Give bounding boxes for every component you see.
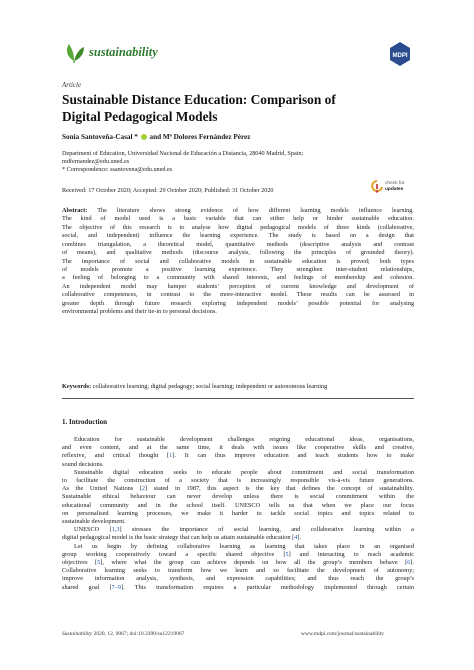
title-line: Digital Pedagogical Models: [62, 109, 218, 124]
affiliation-line: Department of Education, Universidad Nacional de Educación a Distancia, 28040 Madrid, Spain;: [62, 150, 304, 157]
abstract-line: of models promote a positive learning experience. They strengthen inter-student relationships,: [62, 265, 414, 273]
author-name[interactable]: Mª Dolores Fernández Pérez: [162, 133, 251, 141]
text-run: UNESCO [: [74, 526, 112, 534]
body-line: sound decisions.: [62, 460, 104, 468]
abstract-line: The objective of this research is to analyse how digital pedagogical models of three kinds (collaborative,: [62, 223, 414, 231]
journal-logo[interactable]: [62, 41, 158, 63]
body-line: [62, 559, 414, 567]
body-line: [62, 452, 414, 460]
text-run: shared goal [: [62, 583, 112, 591]
footer-citation: [62, 631, 184, 637]
body-line: [62, 526, 414, 534]
abstract-line: An independent model may hamper students’ perception of current knowledge and development of: [62, 282, 414, 290]
orcid-icon[interactable]: [141, 134, 147, 140]
citation-link[interactable]: 1,3: [111, 526, 120, 534]
publication-dates: Received: 17 October 2020; Accepted: 29 October 2020; Published: 31 October 2020: [62, 187, 274, 194]
citation-link[interactable]: 6: [407, 559, 411, 567]
citation-link[interactable]: 7–9: [111, 583, 122, 591]
abstract-line: [62, 207, 414, 215]
abstract-label: Abstract:: [62, 207, 88, 214]
badge-line: check for: [385, 181, 405, 186]
citation-link[interactable]: 1: [169, 452, 173, 460]
correspondence[interactable]: * Correspondence: ssantovena@edu.uned.es: [62, 166, 173, 174]
text-run: ], where what the group can achieve depends on how all the group’s members behave [: [100, 559, 408, 567]
keywords-text: collaborative learning; digital pedagogy; social learning; independent or autonomous learning: [92, 383, 328, 390]
body-line: [62, 485, 414, 493]
mdpi-logo[interactable]: [389, 41, 411, 67]
badge-line: updates: [385, 186, 404, 192]
journal-name: sustainability: [89, 44, 158, 59]
affiliation: [62, 150, 382, 174]
title-line: Sustainable Distance Education: Comparison of: [62, 92, 336, 107]
author-name[interactable]: Sonia Santoveña-Casal *: [62, 133, 138, 141]
text-run: ] stresses the importance of social learning, and collaborative learning within a: [119, 526, 414, 534]
keywords-label: Keywords:: [62, 383, 92, 390]
footer-url[interactable]: www.mdpi.com/journal/sustainability: [301, 631, 385, 637]
text-run: ].: [410, 559, 414, 567]
text-run: digital pedagogical model is the basic strategy that can help us attain sustainable education [: [62, 534, 295, 542]
text-run: ]. This transformation requires a particular methodology implemented through certain: [121, 583, 414, 591]
article-type: Article: [62, 81, 82, 89]
leaf-icon: [62, 41, 86, 63]
body-line: Sustainable ethical behaviour can never develop unless there is social commitment within the: [62, 493, 414, 501]
keywords: [62, 383, 414, 390]
mdpi-logo-text: MDPI: [392, 53, 408, 59]
abstract-line: combines triangulation, a theoretical model, quantitative methods (descriptive analysis and contrast: [62, 240, 414, 248]
abstract-line: a feeling of belonging to a community with shared interests, and feelings of membership and cohesion.: [62, 274, 414, 282]
body-line: educational community and in the school itself. UNESCO tells us that when we place our focus: [62, 501, 414, 509]
text-run: ].: [297, 534, 302, 542]
body-line: and even content, and at the same time, it deals with issues like cooperative skills and creative,: [62, 444, 414, 452]
body-line: Collaborative learning seeks to transform how we learn and so facilitate the development of autonomy;: [62, 567, 414, 575]
citation-link[interactable]: 5: [97, 559, 101, 567]
body-text: [62, 436, 414, 592]
body-line: [62, 584, 414, 592]
body-line: [62, 551, 414, 559]
affiliation-email[interactable]: mdfernandez@edu.uned.es: [62, 158, 130, 166]
body-line: on personalised learning processes, we make it harder to tackle social topics and topics related to: [62, 509, 414, 517]
abstract-line: greater depth through future research exploring independent models’ possible potential for analysing: [62, 299, 414, 307]
body-line: Education for sustainable development challenges reigning educational ideas, organisations,: [74, 436, 414, 443]
abstract-line: The kind of model used is a basic variable that can either help or hinder sustainable education.: [62, 215, 414, 223]
footer-doi[interactable]: 2020, 12, 9067; doi:10.3390/su12219067: [93, 631, 185, 637]
body-line: Let us begin by defining collaborative learning as learning that takes place in an organised: [74, 542, 414, 550]
author-separator: and: [149, 133, 162, 141]
text-run: ] and interacting to reach academic: [288, 550, 414, 558]
section-divider: [62, 398, 414, 399]
authors: [62, 133, 250, 141]
text-run: ]. It can thus improve education and teach students how to make: [172, 452, 414, 460]
text-run: group working cooperatively toward a specific shared objective [: [62, 550, 286, 558]
citation-link[interactable]: 5: [285, 550, 289, 558]
body-line: to facilitate the construction of a society that is increasingly responsible vis-à-vis future generations.: [62, 477, 414, 485]
text-run: As the United Nations [: [62, 485, 142, 493]
citation-link[interactable]: 2: [141, 485, 146, 493]
check-for-updates-badge[interactable]: [371, 180, 413, 196]
check-updates-icon: [371, 180, 383, 194]
body-line: [62, 534, 414, 542]
text-run: objectives [: [62, 559, 98, 567]
article-title: [62, 91, 422, 125]
abstract-line: of means), and qualitative methods (discourse analysis, following the principles of grounded theory).: [62, 249, 414, 257]
abstract-text: The literature shows strong evidence of how different learning models influence learning.: [97, 207, 414, 214]
citation-link[interactable]: 4: [294, 534, 298, 542]
abstract: [62, 207, 414, 316]
abstract-line: collaborative competences, in contrast to the more-interactive model. These results can be assessed in: [62, 291, 414, 299]
section-title: 1. Introduction: [62, 418, 107, 426]
footer-journal: Sustainability: [62, 631, 93, 637]
abstract-line: environmental problems and their tie-in to personal decisions.: [62, 308, 217, 316]
text-run: ] stated in 1987, this aspect is the key that defines the concept of sustainability.: [145, 485, 414, 493]
body-line: improve information analysis, synthesis, and expression capabilities; and thus reach the group’s: [62, 575, 414, 583]
abstract-line: social, and independent) influence the learning experience. The study is based on a design that: [62, 232, 414, 240]
body-line: sustainable development.: [62, 518, 126, 526]
body-line: Sustainable digital education seeks to educate people about commitment and social transformation: [74, 468, 414, 476]
abstract-line: The importance of social and collaborative models in sustainable education is proved; both types: [62, 257, 414, 265]
text-run: reflexive, and critical thought [: [62, 452, 170, 460]
